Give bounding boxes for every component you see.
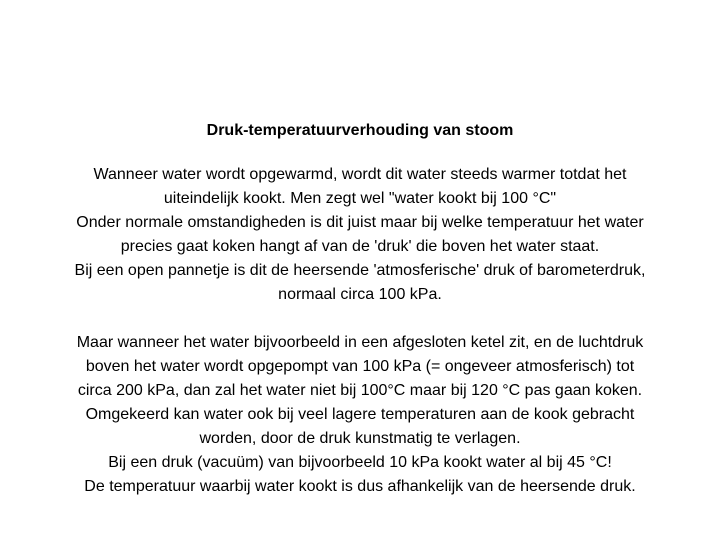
text-line: Bij een druk (vacuüm) van bijvoorbeeld 10 kPa kookt water al bij 45 °C! <box>108 454 612 471</box>
text-line: Bij een open pannetje is dit de heersende 'atmosferische' druk of barometerdruk, <box>74 262 646 279</box>
text-line: De temperatuur waarbij water kookt is dus afhankelijk van de heersende druk. <box>84 478 636 495</box>
text-line: circa 200 kPa, dan zal het water niet bij 100°C maar bij 120 °C pas gaan koken. <box>77 382 643 399</box>
text-line: worden, door de druk kunstmatig te verlagen. <box>199 430 521 447</box>
text-line: Omgekeerd kan water ook bij veel lagere temperaturen aan de kook gebracht <box>85 406 635 423</box>
text-line: Wanneer water wordt opgewarmd, wordt dit water steeds warmer totdat het <box>93 166 627 183</box>
text-line: Onder normale omstandigheden is dit juist maar bij welke temperatuur het water <box>76 214 644 231</box>
paragraph-boiling-point <box>30 163 690 307</box>
text-line: uiteindelijk kookt. Men zegt wel "water kookt bij 100 °C" <box>163 190 557 207</box>
slide-title: Druk‑temperatuurverhouding van stoom <box>206 122 514 139</box>
text-line: normaal circa 100 kPa. <box>278 286 442 303</box>
slide-body <box>30 163 690 499</box>
paragraph-pressure-effect <box>30 331 690 499</box>
text-line: precies gaat koken hangt af van de 'druk' die boven het water staat. <box>120 238 600 255</box>
text-line: Maar wanneer het water bijvoorbeeld in een afgesloten ketel zit, en de luchtdruk <box>76 334 644 351</box>
text-line: boven het water wordt opgepompt van 100 kPa (= ongeveer atmosferisch) tot <box>85 358 635 375</box>
